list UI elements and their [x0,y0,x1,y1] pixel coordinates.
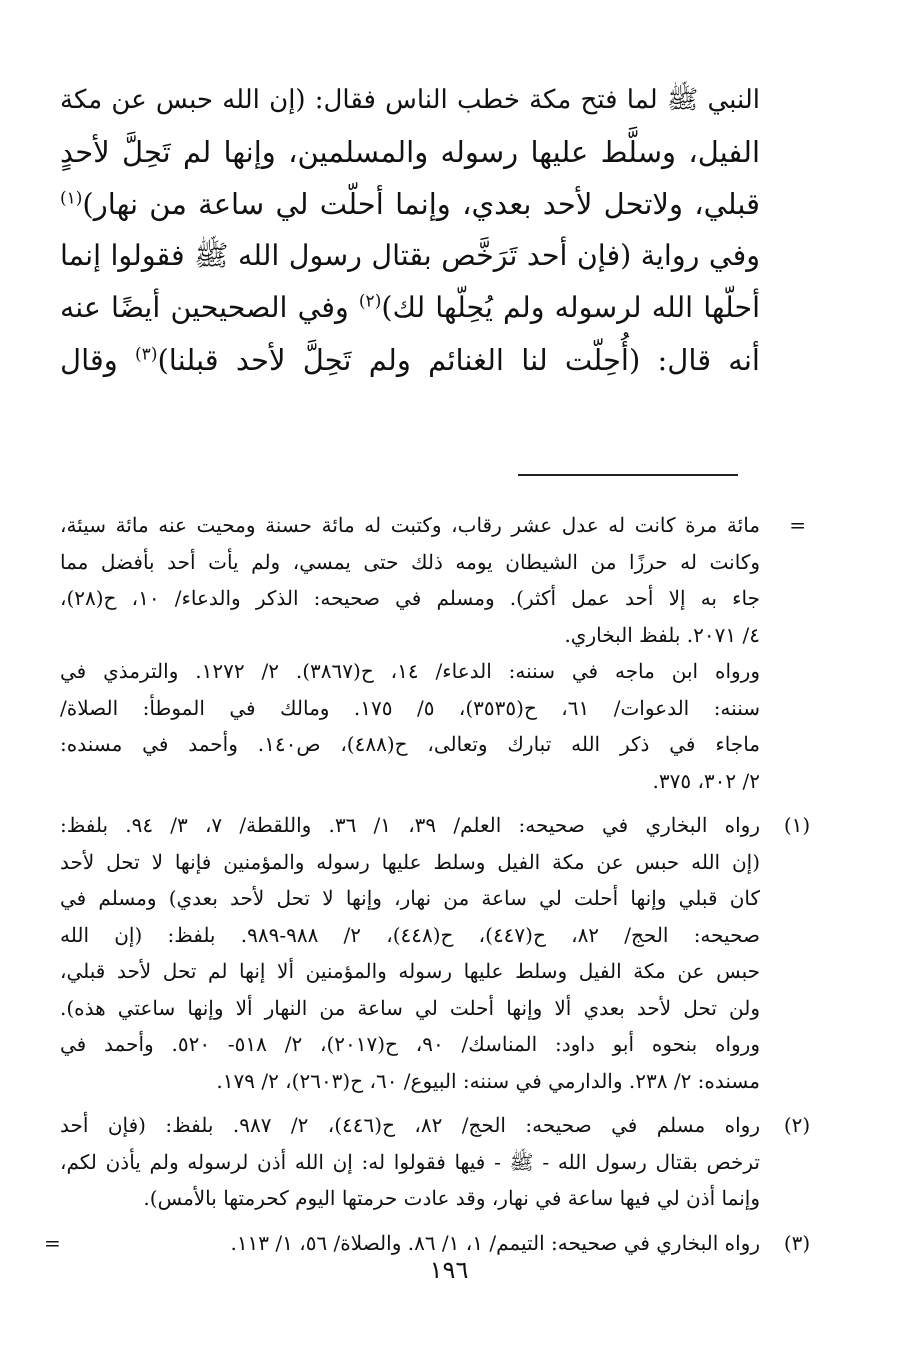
main-line [60,178,760,230]
main-line-text: الفيل، وسلَّط عليها رسوله والمسلمين، وإنها لم تَحِلَّ لأحدٍ [60,135,760,169]
main-line [60,230,760,282]
footnote-line: جاء به إلا أحد عمل أكثر). ومسلم في صحيحه: الذكر والدعاء/ ١٠، ح(٢٨)، [60,586,760,610]
footnotes [44,507,811,1261]
continuation-mark-start: = [789,513,806,537]
footnote-line: رواه مسلم في صحيحه: الحج/ ٨٢، ح(٤٤٦)، ٢/ ٩٨٧. بلفظ: (فإن أحد [60,1113,760,1137]
footnote-line: رواه البخاري في صحيحه: العلم/ ٣٩، ١/ ٣٦. واللقطة/ ٧، ٣/ ٩٤. بلفظ: [60,813,760,837]
footnote-line: ورواه ابن ماجه في سننه: الدعاء/ ١٤، ح(٣٨٦٧). ٢/ ١٢٧٢. والترمذي في [60,659,760,683]
footnote-line: ماجاء في ذكر الله تبارك وتعالى، ح(٤٨٨)، ص١٤٠. وأحمد في مسنده: [60,732,761,756]
main-line [60,334,760,386]
footnote-line: سننه: الدعوات/ ٦١، ح(٣٥٣٥)، ٥/ ١٧٥. ومالك في الموطأ: الصلاة/ [60,695,760,720]
footnote-carryover [60,507,806,799]
footnote-line: ورواه بنحوه أبو داود: المناسك/ ٩٠، ح(٢٠١٧)، ٢/ ٥١٨- ٥٢٠. وأحمد في [60,1032,760,1056]
footnote-ref: (٣) [135,344,158,365]
main-line-text: النبي ﷺ لما فتح مكة خطب الناس فقال: (إن الله حبس عن مكة [60,85,760,115]
footnote-line: (إن الله حبس عن مكة الفيل وسلط عليها رسوله والمؤمنين فإنها لا تحل لأحد [60,849,760,874]
footnote-number: (٢) [783,1113,811,1137]
footnote-ref: (١) [60,188,83,209]
main-line [60,126,760,178]
footnote-separator [518,474,738,476]
footnote-line: حبس عن مكة الفيل وسلط عليها رسوله والمؤمنين ألا إنها لم تحل لأحد قبلي، [60,959,760,983]
page-body [44,74,811,1255]
footnote-line: رواه البخاري في صحيحه: التيمم/ ١، ١/ ٨٦. والصلاة/ ٥٦، ١/ ١١٣. [230,1230,760,1255]
footnote-1 [60,807,811,1099]
footnote-line: ولن تحل لأحد بعدي ألا وإنها أحلت لي ساعة من النهار ألا وإنها ساعتي هذه). [60,995,760,1020]
footnote-line: وكانت له حرزًا من الشيطان يومه ذلك حتى يمسي، ولم يأت أحد بأفضل مما [60,549,761,574]
main-line-text: وفي رواية (فإن أحد تَرَخَّص بقتال رسول الله ﷺ فقولوا إنما [60,239,760,272]
footnote-line: صحيحه: الحج/ ٨٢، ح(٤٤٧)، ح(٤٤٨)، ٢/ ٩٨٨-٩٨٩. بلفظ: (إن الله [60,922,760,947]
main-line-text: قبلي، ولاتحل لأحد بعدي، وإنما أحلّت لي ساعة من نهار) [82,187,760,221]
footnote-line: مائة مرة كانت له عدل عشر رقاب، وكتبت له مائة حسنة ومحيت عنه مائة سيئة، [60,513,760,537]
main-line-text: أنه قال: (أُحِلّت لنا الغنائم ولم تَحِلَّ لأحد قبلنا) [157,343,760,377]
footnote-ref: (٢) [358,291,382,312]
main-line-text: أحلّها الله لرسوله ولم يُحِلّها لك) [381,291,760,324]
footnote-line: كان قبلي وإنها أحلت لي ساعة من نهار، وإنها لا تحل لأحد بعدي) ومسلم في [60,886,760,910]
main-line-tail: وفي الصحيحين أيضًا عنه [60,291,359,324]
main-line [60,74,760,126]
footnote-line: مسنده: ٢/ ٢٣٨. والدارمي في سننه: البيوع/ ٦٠، ح(٢٦٠٣)، ٢/ ١٧٩. [216,1068,760,1093]
page-number: ١٩٦ [429,1256,469,1284]
main-line [60,282,760,334]
footnote-line: ٤/ ٢٠٧١. بلفظ البخاري. [564,622,760,647]
footnote-number: (١) [783,813,811,837]
main-text [60,74,760,386]
main-line-tail: وقال [60,343,136,377]
footnote-2 [60,1107,811,1217]
footnote-number: (٣) [783,1230,811,1255]
footnote-line: وإنما أذن لي فيها ساعة في نهار، وقد عادت حرمتها اليوم كحرمتها بالأمس). [143,1186,760,1210]
footnote-line: ترخص بقتال رسول الله - ﷺ - فيها فقولوا له: إن الله أذن لرسوله ولم يأذن لكم، [60,1149,760,1174]
continuation-mark-end: = [44,1230,61,1255]
footnote-line: ٢/ ٣٠٢، ٣٧٥. [652,768,760,793]
